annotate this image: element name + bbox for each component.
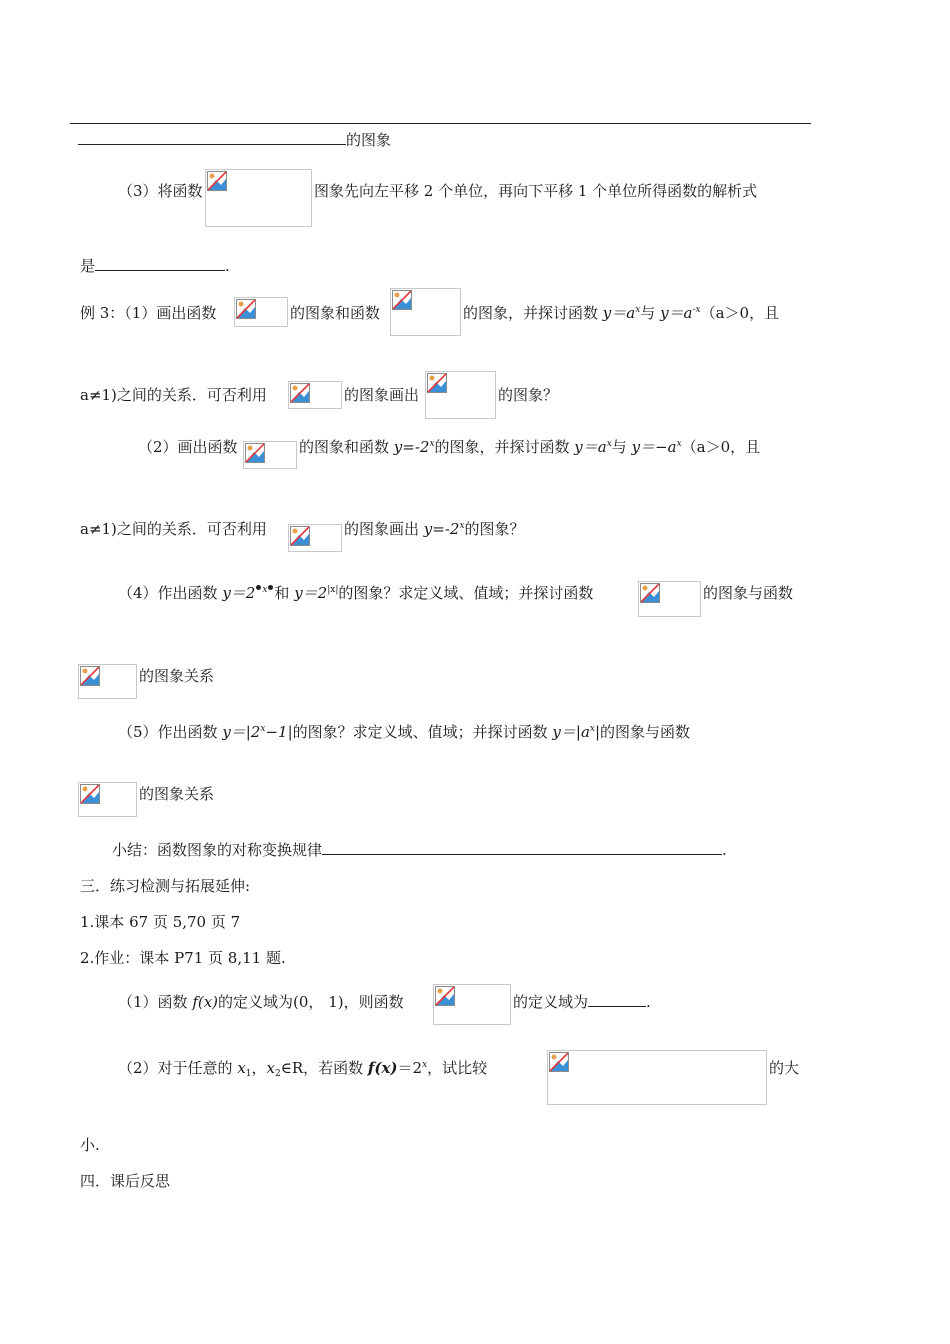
header-rule: [70, 123, 811, 124]
formula-image: [288, 524, 342, 552]
answer-blank[interactable]: [78, 130, 346, 145]
formula-image: [78, 782, 137, 817]
broken-image-icon: [80, 784, 100, 804]
answer-blank[interactable]: [95, 256, 225, 271]
formula-image: [205, 169, 312, 227]
problem-2-text-b: 的图象和函数 $y=-2^x$的图象，并探讨函数 $y=a^x$与 $y=-a^x(a>0$，且: [299, 438, 761, 456]
problem-2-text-c: a≠1)之间的关系．可否利用: [80, 520, 267, 538]
exercise-item-2: 2.作业：课本 P71 页 8,11 题.: [80, 949, 286, 967]
example-3-text-d: a≠1)之间的关系．可否利用: [80, 386, 267, 404]
section-4-heading: 四．课后反思: [80, 1172, 171, 1190]
question-2-text-a: （2）对于任意的 $x_1$，$x_2\in R$，若函数 $f(x)=2^x$，试比较: [118, 1059, 488, 1079]
formula-image: [78, 664, 137, 699]
exercise-item-1: 1.课本 67 页 5,70 页 7: [80, 913, 241, 931]
answer-blank[interactable]: [588, 992, 646, 1007]
example-3-text-c: 的图象，并探讨函数 $y=a^x$与 $y=a^{-x}(a>0$，且: [463, 304, 780, 322]
line-graph-suffix: 的图象: [78, 130, 391, 150]
example-3-text-e: 的图象画出: [344, 386, 420, 404]
problem-3-text-a: （3）将函数: [118, 182, 203, 200]
formula-image: [234, 297, 288, 327]
answer-blank[interactable]: [322, 840, 722, 855]
section-3-heading: 三．练习检测与拓展延伸:: [80, 877, 251, 895]
broken-image-icon: [207, 171, 227, 191]
formula-image: [433, 984, 511, 1025]
broken-image-icon: [245, 443, 265, 463]
broken-image-icon: [549, 1052, 569, 1072]
formula-image: [638, 581, 701, 617]
problem-4-text-a: （4）作出函数 y＝2 $^x$ 和 $y=2^{|x|}$的图象？求定义域、值域；并探讨函数: [118, 584, 594, 602]
problem-4-text-b: 的图象与函数: [703, 584, 794, 602]
dot-glyph: [268, 585, 273, 590]
problem-3-answer-line: 是 .: [80, 257, 230, 275]
question-2-text-b: 的大: [769, 1059, 800, 1077]
example-3-text-a: 例 3：（1）画出函数: [80, 304, 217, 322]
broken-image-icon: [435, 986, 455, 1006]
dot-glyph: [256, 585, 261, 590]
broken-image-icon: [392, 290, 412, 310]
formula-image: [390, 288, 461, 336]
formula-image: [425, 371, 496, 419]
problem-3-text-b: 图象先向左平移 2 个单位，再向下平移 1 个单位所得函数的解析式: [314, 182, 758, 200]
broken-image-icon: [236, 299, 256, 319]
summary-line: 小结：函数图象的对称变换规律 .: [112, 841, 727, 859]
broken-image-icon: [290, 383, 310, 403]
broken-image-icon: [290, 526, 310, 546]
problem-2-text-a: （2）画出函数: [138, 438, 238, 456]
example-3-text-f: 的图象？: [498, 386, 559, 404]
question-1-text-b: 的定义域为 .: [513, 993, 651, 1011]
example-3-text-b: 的图象和函数: [290, 304, 381, 322]
question-2-text-c: 小.: [80, 1136, 100, 1154]
problem-4-text-c: 的图象关系: [139, 667, 215, 685]
broken-image-icon: [80, 666, 100, 686]
formula-image: [288, 381, 342, 409]
formula-image: [547, 1050, 767, 1105]
formula-image: [243, 441, 297, 469]
question-1-text-a: （1）函数 f(x)的定义域为(0， 1)，则函数: [118, 993, 404, 1011]
broken-image-icon: [427, 373, 447, 393]
problem-2-text-d: 的图象画出 $y=-2^x$的图象？: [344, 520, 525, 538]
problem-5-text-a: （5）作出函数 $y=|2^x-1|$的图象？求定义域、值域；并探讨函数 $y=|a^x|$的图象与函数: [118, 723, 691, 741]
problem-5-text-b: 的图象关系: [139, 785, 215, 803]
broken-image-icon: [640, 583, 660, 603]
